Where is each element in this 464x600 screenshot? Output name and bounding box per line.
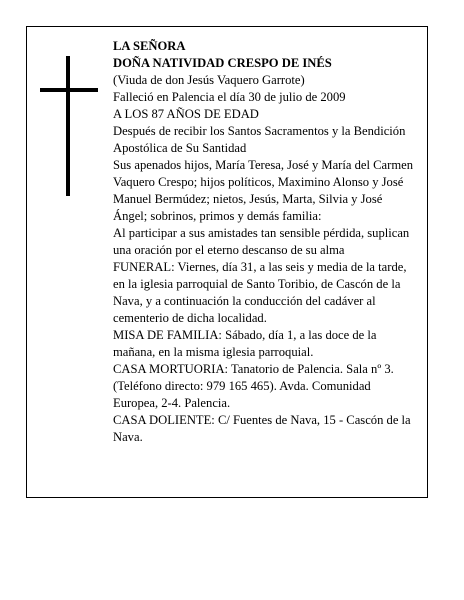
widow-of: (Viuda de don Jesús Vaquero Garrote): [113, 73, 305, 87]
cross-icon-bar: [40, 88, 98, 92]
cross-icon: [66, 56, 70, 196]
deceased-title: LA SEÑORA: [113, 39, 186, 53]
age-line: A LOS 87 AÑOS DE EDAD: [113, 107, 259, 121]
prayer-request: Al participar a sus amistades tan sensible pérdida, suplican una oración por el eterno descanso de su alma: [113, 226, 410, 257]
mortuary-info: CASA MORTUORIA: Tanatorio de Palencia. Sala nº 3. (Teléfono directo: 979 165 465). Avda. Comunidad Europea, 2-4. Palencia.: [113, 362, 394, 410]
obituary-text: [113, 38, 418, 446]
deceased-name: DOÑA NATIVIDAD CRESPO DE INÉS: [113, 56, 332, 70]
sacraments-line: Después de recibir los Santos Sacramentos y la Bendición Apostólica de Su Santidad: [113, 124, 406, 155]
funeral-info: FUNERAL: Viernes, día 31, a las seis y media de la tarde, en la iglesia parroquial de Santo Toribio, de Cascón de la Nava, y a continuación la conducción del cadáver al cementerio de dicha localidad.: [113, 260, 407, 325]
family-list: Sus apenados hijos, María Teresa, José y María del Carmen Vaquero Crespo; hijos políticos, Maximino Alonso y José Manuel Bermúdez; nietos, Jesús, Marta, Silvia y José Ángel; sobrinos, primos y demás familia:: [113, 158, 414, 223]
family-mass-info: MISA DE FAMILIA: Sábado, día 1, a las doce de la mañana, en la misma iglesia parroquial.: [113, 328, 377, 359]
death-notice: Falleció en Palencia el día 30 de julio de 2009: [113, 90, 346, 104]
mourning-house-info: CASA DOLIENTE: C/ Fuentes de Nava, 15 - Cascón de la Nava.: [113, 413, 411, 444]
